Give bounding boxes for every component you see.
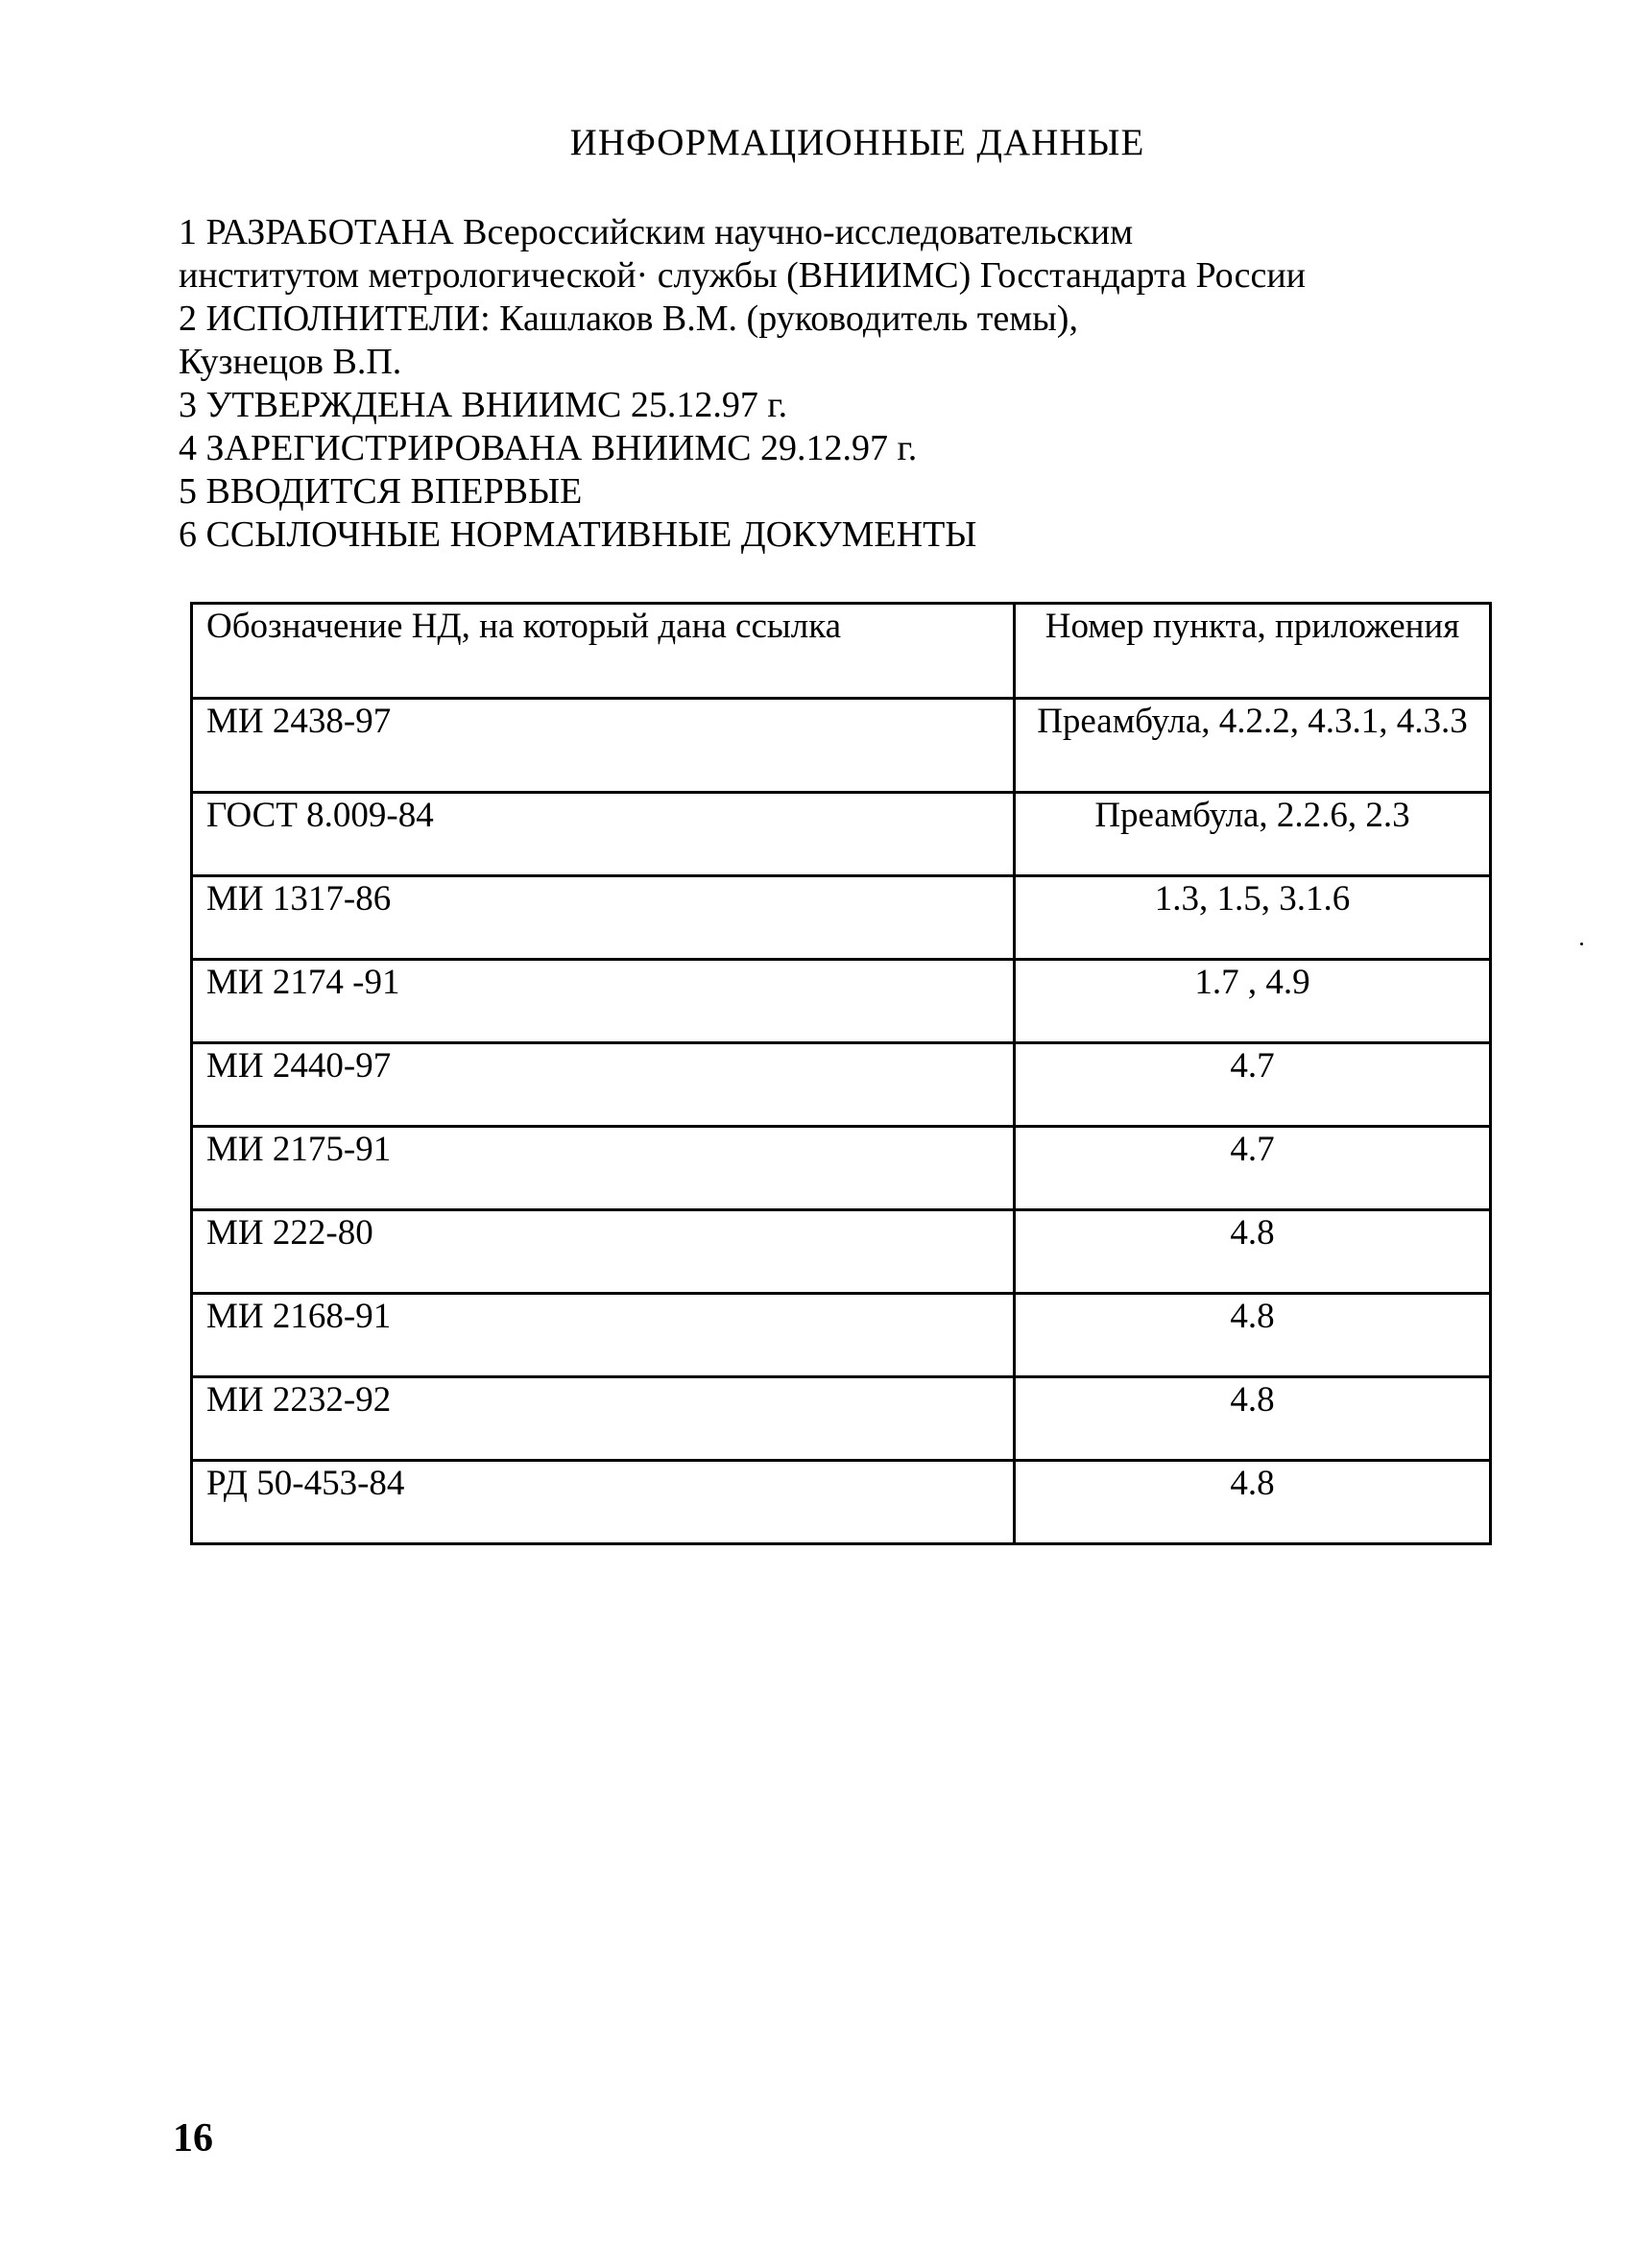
cell-designation: РД 50-453-84 (192, 1461, 1015, 1544)
info-line: 1 РАЗРАБОТАНА Всероссийским научно-исследовательским (179, 212, 1134, 252)
header-clause: Номер пункта, приложения (1015, 604, 1491, 699)
table-row (192, 1294, 1491, 1377)
cell-designation: ГОСТ 8.009-84 (192, 793, 1015, 876)
info-list (179, 211, 1306, 557)
cell-designation: МИ 2438-97 (192, 699, 1015, 793)
table-row (192, 960, 1491, 1043)
table-row (192, 1377, 1491, 1461)
cell-designation: МИ 1317-86 (192, 876, 1015, 960)
table-row (192, 1210, 1491, 1294)
table-row (192, 699, 1491, 793)
table-row (192, 793, 1491, 876)
cell-designation: МИ 2168-91 (192, 1294, 1015, 1377)
table-row (192, 1461, 1491, 1544)
cell-clause: 4.8 (1015, 1461, 1491, 1544)
page-number: 16 (173, 2116, 213, 2161)
table-header-row (192, 604, 1491, 699)
cell-clause: Преамбула, 2.2.6, 2.3 (1015, 793, 1491, 876)
info-line: 3 УТВЕРЖДЕНА ВНИИМС 25.12.97 г. (179, 385, 788, 425)
cell-clause: 4.8 (1015, 1377, 1491, 1461)
cell-clause: 1.3, 1.5, 3.1.6 (1015, 876, 1491, 960)
cell-clause: 4.8 (1015, 1294, 1491, 1377)
cell-designation: МИ 2440-97 (192, 1043, 1015, 1127)
table-row (192, 876, 1491, 960)
info-line: 5 ВВОДИТСЯ ВПЕРВЫЕ (179, 471, 583, 512)
cell-designation: МИ 222-80 (192, 1210, 1015, 1294)
cell-clause: 4.8 (1015, 1210, 1491, 1294)
cell-designation: МИ 2175-91 (192, 1127, 1015, 1210)
cell-clause: Преамбула, 4.2.2, 4.3.1, 4.3.3 (1015, 699, 1491, 793)
info-line: Кузнецов В.П. (179, 342, 402, 382)
info-line: институтом метрологической· службы (ВНИИМС) Госстандарта России (179, 255, 1307, 296)
cell-designation: МИ 2232-92 (192, 1377, 1015, 1461)
info-line: 2 ИСПОЛНИТЕЛИ: Кашлаков В.М. (руководитель темы), (179, 298, 1078, 339)
scan-speck (1580, 943, 1583, 945)
cell-clause: 4.7 (1015, 1043, 1491, 1127)
info-line: 6 ССЫЛОЧНЫЕ НОРМАТИВНЫЕ ДОКУМЕНТЫ (179, 514, 977, 555)
cell-clause: 4.7 (1015, 1127, 1491, 1210)
cell-designation: МИ 2174 -91 (192, 960, 1015, 1043)
info-line: 4 ЗАРЕГИСТРИРОВАНА ВНИИМС 29.12.97 г. (179, 428, 918, 468)
cell-clause: 1.7 , 4.9 (1015, 960, 1491, 1043)
table-row (192, 1043, 1491, 1127)
page-title: ИНФОРМАЦИОННЫЕ ДАННЫЕ (569, 122, 1145, 163)
reference-table (190, 602, 1492, 1545)
table-row (192, 1127, 1491, 1210)
header-designation: Обозначение НД, на который дана ссылка (192, 604, 1015, 699)
